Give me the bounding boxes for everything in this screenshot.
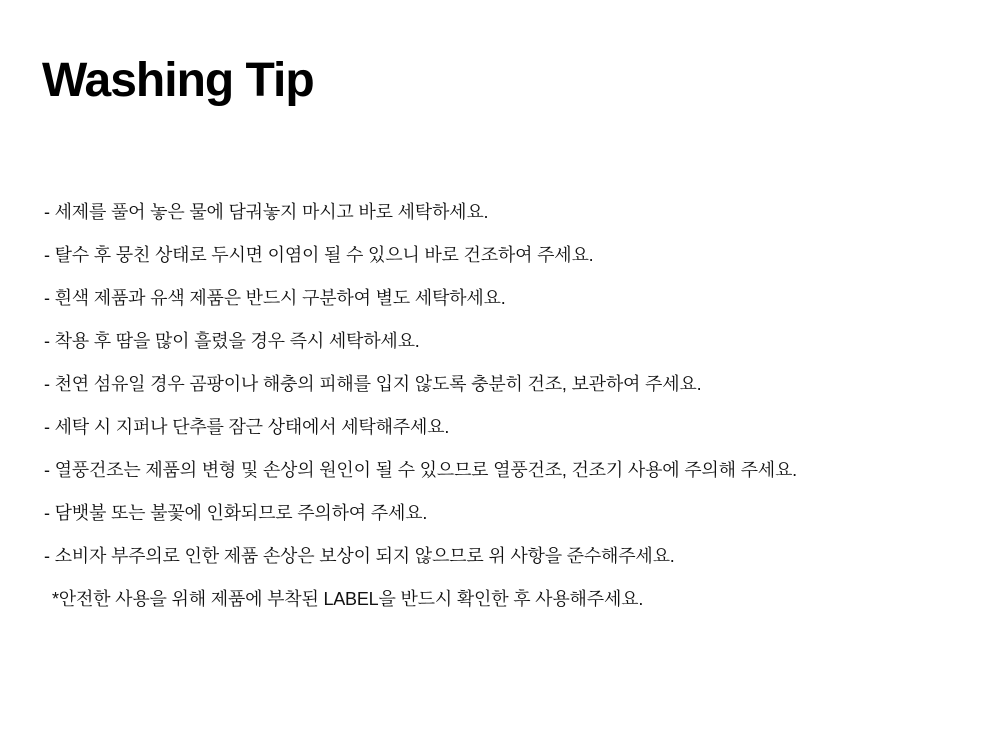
washing-tip-item: - 흰색 제품과 유색 제품은 반드시 구분하여 별도 세탁하세요. [44, 288, 506, 309]
washing-tip-item: - 착용 후 땀을 많이 흘렸을 경우 즉시 세탁하세요. [44, 331, 420, 352]
washing-tip-item: - 소비자 부주의로 인한 제품 손상은 보상이 되지 않으므로 위 사항을 준수해주세요. [44, 546, 675, 567]
washing-tip-item: - 세탁 시 지퍼나 단추를 잠근 상태에서 세탁해주세요. [44, 417, 450, 438]
washing-tip-item: - 세제를 풀어 놓은 물에 담궈놓지 마시고 바로 세탁하세요. [44, 202, 489, 223]
washing-tips-list [44, 190, 1000, 620]
washing-tip-item: - 천연 섬유일 경우 곰팡이나 해충의 피해를 입지 않도록 충분히 건조, 보관하여 주세요. [44, 374, 702, 395]
page-title: Washing Tip [42, 54, 314, 107]
washing-tip-item: - 담뱃불 또는 불꽃에 인화되므로 주의하여 주세요. [44, 503, 428, 524]
label-check-footnote: *안전한 사용을 위해 제품에 부착된 LABEL을 반드시 확인한 후 사용해주세요. [52, 589, 644, 610]
washing-tip-page [0, 52, 1000, 737]
washing-tip-item: - 탈수 후 뭉친 상태로 두시면 이염이 될 수 있으니 바로 건조하여 주세요. [44, 245, 594, 266]
washing-tip-item: - 열풍건조는 제품의 변형 및 손상의 원인이 될 수 있으므로 열풍건조, 건조기 사용에 주의해 주세요. [44, 460, 797, 481]
